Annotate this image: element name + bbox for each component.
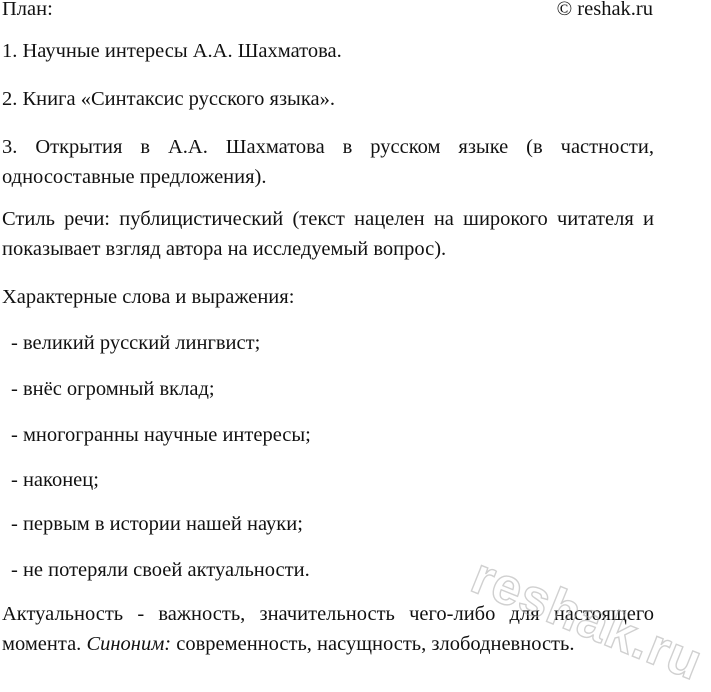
list-item: - внёс огромный вклад; xyxy=(11,378,215,400)
copyright-label: © reshak.ru xyxy=(556,0,653,20)
expressions-heading: Характерные слова и выражения: xyxy=(2,286,295,308)
list-item: - многогранны научные интересы; xyxy=(11,424,311,446)
definition-text: Актуальность - важность, значительность чего-либо для настоящего момента. xyxy=(2,603,654,655)
list-item: - не потеряли своей актуальности. xyxy=(11,559,310,581)
list-item: - первым в истории нашей науки; xyxy=(11,513,303,535)
synonym-label: Синоним: xyxy=(86,633,172,655)
plan-heading: План: xyxy=(2,0,53,20)
synonym-text: современность, насущность, злободневность. xyxy=(171,633,575,655)
plan-item-2: 2. Книга «Синтаксис русского языка». xyxy=(2,88,335,110)
definition-paragraph xyxy=(2,599,654,659)
plan-item-3: 3. Открытия в А.А. Шахматова в русском языке (в частности, односоставные предложения). xyxy=(2,136,654,188)
list-item: - великий русский лингвист; xyxy=(11,332,261,354)
plan-item-1: 1. Научные интересы А.А. Шахматова. xyxy=(2,40,342,62)
list-item: - наконец; xyxy=(11,469,99,491)
speech-style-paragraph: Стиль речи: публицистический (текст нацелен на широкого читателя и показывает взгляд автора на исследуемый вопрос). xyxy=(2,208,654,260)
watermark-logo: reshak.ru xyxy=(463,547,711,692)
